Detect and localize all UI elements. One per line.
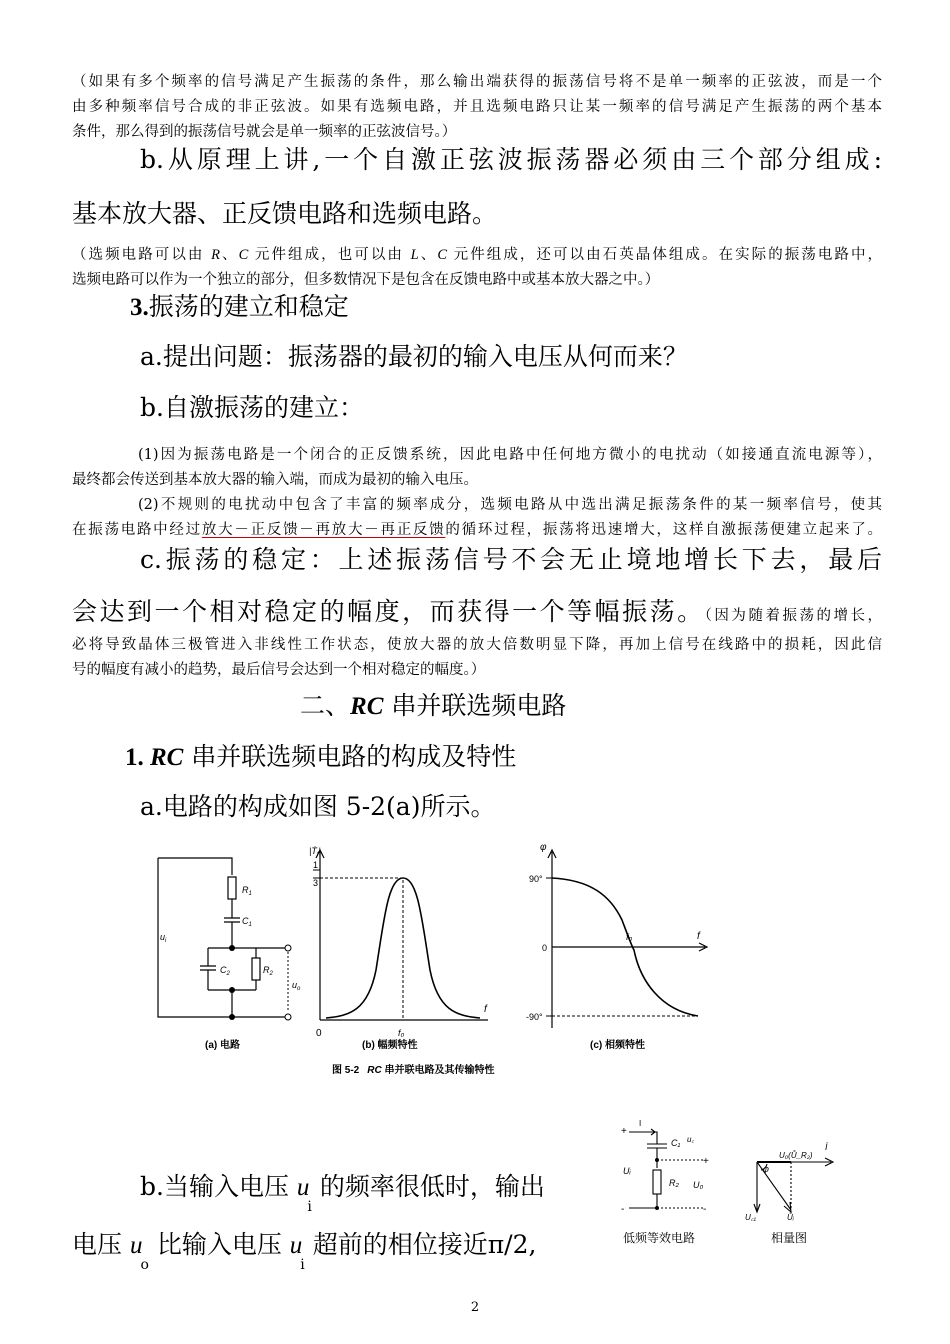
- heading-title: 串并联选频电路: [383, 691, 567, 720]
- heading-title: 串并联选频电路的构成及特性: [183, 742, 517, 771]
- text-span: 的频率很低时，输出: [311, 1172, 545, 1201]
- phasor-phi: φ: [763, 1164, 769, 1174]
- paragraph-c-stability: [72, 533, 882, 683]
- figure-caption: 图 5-2 RC 串并联电路及其传输特性: [332, 1065, 495, 1076]
- label-uc: u꜀: [687, 1135, 695, 1144]
- item-b-paragraph: [72, 1160, 612, 1276]
- amp-peak-numerator: 1: [313, 860, 319, 870]
- text-line: 号的幅度有减小的趋势，最后信号会达到一个相对稳定的幅度。）: [72, 662, 486, 678]
- text-span: （选频电路可以由: [72, 247, 212, 263]
- phasor-uc1: U꜀₁: [745, 1213, 757, 1222]
- item-a-question: a.提出问题：振荡器的最初的输入电压从何而来？: [140, 342, 688, 371]
- text-line: (1)因为振荡电路是一个闭合的正反馈系统，因此电路中任何地方微小的电扰动（如接通直流电源等），: [138, 447, 882, 463]
- label-c1: C₁: [671, 1138, 681, 1148]
- subscript: i: [307, 1199, 312, 1215]
- text-line: 由多种频率信号合成的非正弦波。如果有选频电路，并且选频电路只让某一频率的信号满足产生振荡的两个基本: [72, 99, 882, 115]
- amplitude-chart: [313, 850, 488, 1020]
- current-mark: İ: [639, 1120, 642, 1128]
- text-line: 基本放大器、正反馈电路和选频电路。: [72, 199, 498, 228]
- label-r2: $R_2$: [263, 965, 273, 977]
- subsection-1-heading: [125, 730, 516, 785]
- text-span: 电压: [72, 1230, 130, 1259]
- text-span: 、: [418, 247, 438, 263]
- text-line: 条件，那么得到的振荡信号就会是单一频率的正弦波信号。）: [72, 124, 457, 140]
- label-uo: U₀: [693, 1180, 704, 1190]
- text-span: 比输入电压: [148, 1230, 290, 1259]
- label-c2: $C_2$: [220, 965, 230, 977]
- plus-sign: +: [703, 1156, 709, 1167]
- symbol-u: u: [129, 1232, 143, 1259]
- phase-bottom: -90°: [526, 1012, 543, 1022]
- circuit-diagram: [158, 858, 286, 1017]
- symbol-u: u: [289, 1232, 303, 1259]
- text-line: 必将导致晶体三极管进入非线性工作状态，使放大器的放大倍数明显下降，再加上信号在线路中的损耗，因此信: [72, 637, 882, 653]
- note-paragraph-3: [72, 443, 882, 543]
- minus-sign: -: [703, 1204, 707, 1215]
- amp-peak-denominator: 3: [313, 878, 319, 888]
- text-span: 超前的相位接近π/2,: [304, 1230, 537, 1259]
- caption-a: (a) 电路: [205, 1040, 240, 1051]
- label-r2: R₂: [669, 1178, 679, 1188]
- section-two-heading: [300, 679, 566, 734]
- heading-rc: RC: [150, 744, 184, 771]
- page-number: 2: [470, 1300, 480, 1315]
- heading-rc: RC: [350, 693, 384, 720]
- amp-origin: 0: [316, 1028, 322, 1039]
- label-r1: $R_1$: [242, 885, 252, 897]
- text-span: 元件组成，也可以由: [248, 247, 411, 263]
- section-3-heading: [130, 280, 349, 335]
- text-span: 会达到一个相对稳定的幅度，而获得一个等幅振荡。: [72, 597, 705, 626]
- text-span: 元件组成，还可以由石英晶体组成。在实际的振荡电路中，: [446, 247, 883, 263]
- phase-x-axis: f: [697, 931, 700, 942]
- label-ui: Uᵢ: [623, 1166, 631, 1176]
- phasor-label: 相量图: [771, 1231, 808, 1245]
- amp-x-axis: f: [484, 1004, 487, 1015]
- phasor-ui: Ůᵢ: [787, 1213, 794, 1222]
- minus-sign: -: [621, 1204, 625, 1215]
- text-span: 在振荡电路中经过: [72, 522, 202, 538]
- symbol-c: C: [238, 247, 249, 263]
- section-title: 振荡的建立和稳定: [148, 292, 349, 321]
- caption-b: (b) 幅频特性: [362, 1040, 418, 1051]
- subscript: o: [140, 1257, 149, 1273]
- phase-zero: 0: [542, 943, 548, 953]
- text-span: b.当输入电压: [140, 1172, 297, 1201]
- symbol-c: C: [437, 247, 447, 263]
- text-line: （如果有多个频率的信号满足产生振荡的条件，那么输出端获得的振荡信号将不是单一频率的正弦波，而是一个: [72, 74, 882, 90]
- node-dot: [655, 1206, 659, 1210]
- text-span: 、: [219, 247, 239, 263]
- text-span: 的循环过程，振荡将迅速增大，这样自激振荡便建立起来了。: [445, 522, 883, 538]
- text-line: (2)不规则的电扰动中包含了丰富的频率成分，选频电路从中选出满足振荡条件的某一频率信号，使其: [138, 497, 882, 513]
- phasor-uo: U₀(Ů_R₂): [779, 1151, 813, 1160]
- phase-top: 90°: [529, 874, 543, 884]
- text-line: c.振荡的稳定：上述振荡信号不会无止境地增长下去，最后: [140, 545, 882, 574]
- figure-5-2: [150, 840, 730, 1090]
- label-ui: $u_i$: [160, 932, 167, 944]
- phase-f0: f₀: [626, 932, 633, 942]
- symbol-r: R: [211, 247, 220, 263]
- text-line: 选频电路可以作为一个独立的部分，但多数情况下是包含在反馈电路中或基本放大器之中。）: [72, 272, 660, 288]
- caption-c: (c) 相频特性: [590, 1040, 645, 1051]
- label-uo: $u_o$: [292, 980, 301, 992]
- section-number: 3.: [130, 294, 149, 321]
- text-span: （因为随着振荡的增长，: [704, 608, 882, 624]
- low-frequency-figure: [615, 1120, 845, 1250]
- symbol-l: L: [410, 247, 419, 263]
- symbol-u: u: [296, 1174, 310, 1201]
- text-line: b.从原理上讲,一个自激正弦波振荡器必须由三个部分组成:: [140, 145, 882, 174]
- phase-y-axis: φ: [540, 842, 547, 853]
- output-terminal: [285, 1014, 291, 1020]
- main-paragraph-b: [72, 133, 882, 241]
- text-line: 最终都会传送到基本放大器的输入端，而成为最初的输入电压。: [72, 472, 478, 488]
- heading-prefix: 二、: [300, 691, 351, 720]
- section-number: 1.: [125, 744, 150, 771]
- low-freq-label: 低频等效电路: [623, 1231, 696, 1245]
- amp-f0: f₀: [398, 1028, 405, 1038]
- node-dot: [655, 1158, 659, 1162]
- output-terminal: [285, 945, 291, 951]
- phasor-current: İ: [825, 1142, 828, 1152]
- label-c1: $C_1$: [242, 916, 252, 928]
- underlined-cycle: 放大－正反馈－再放大－再正反馈: [201, 522, 446, 538]
- item-a-circuit: a.电路的构成如图 5-2(a)所示。: [140, 792, 496, 821]
- amp-y-axis: |Ṫ$_f$|: [309, 846, 321, 858]
- item-b-title: b.自激振荡的建立：: [140, 393, 364, 422]
- subscript: i: [300, 1257, 305, 1273]
- plus-sign: +: [621, 1126, 627, 1137]
